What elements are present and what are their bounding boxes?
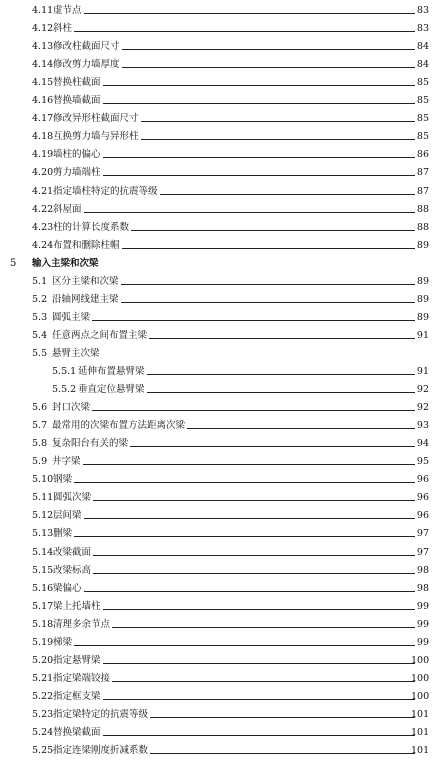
toc-entry-number: 5.12 [32,510,54,522]
toc-section-row[interactable] [0,146,437,164]
toc-entry-title: 改梁标高 [53,562,92,580]
toc-section-row[interactable] [0,183,437,201]
toc-entry-title: 最常用的次梁布置方法距离次梁 [52,417,186,435]
toc-page-number: 89 [416,239,429,251]
toc-entry-title: 区分主梁和次梁 [52,273,120,291]
toc-entry-title: 圆弧次梁 [53,489,92,507]
toc-leader-line [103,85,415,86]
toc-entry-number: 5.1 [32,275,48,287]
toc-section-row[interactable] [0,327,437,345]
toc-entry-title: 指定梁端铰接 [53,670,111,688]
toc-page-number: 87 [416,167,429,179]
toc-leader-line [84,212,415,213]
toc-entry-number: 5.3 [32,311,48,323]
toc-leader-line [121,284,415,285]
toc-entry-title: 改梁截面 [53,544,92,562]
toc-leader-line [74,482,415,483]
toc-chapter-row[interactable] [0,255,437,273]
toc-section-row[interactable] [0,598,437,616]
toc-leader-line [92,410,415,411]
toc-entry-number: 5.5.2 [52,384,77,396]
toc-leader-line [147,392,415,393]
toc-page-number: 84 [416,59,429,71]
toc-section-row[interactable] [0,742,437,760]
toc-entry-number: 4.23 [32,221,54,233]
toc-section-row[interactable] [0,544,437,562]
toc-entry-title: 复杂阳台有关的梁 [52,435,129,453]
toc-leader-line [147,374,415,375]
toc-entry-title: 斜屋面 [53,201,83,219]
toc-entry-title: 替换柱截面 [53,74,102,92]
toc-entry-title: 互换剪力墙与异形柱 [53,128,140,146]
toc-page-number: 96 [416,474,429,486]
toc-section-row[interactable] [0,20,437,38]
toc-page-number: 99 [416,618,429,630]
toc-leader-line [187,428,415,429]
toc-entry-title: 墙柱的偏心 [53,146,102,164]
toc-entry-title: 清理多余节点 [53,616,111,634]
toc-entry-number: 5.15 [32,564,54,576]
toc-leader-line [103,103,415,104]
toc-entry-number: 4.13 [32,41,54,53]
toc-page-number: 92 [416,402,429,414]
toc-page-number: 95 [416,456,429,468]
toc-page-number: 83 [416,5,429,16]
toc-leader-line [122,67,415,68]
toc-entry-number: 5.16 [32,582,54,594]
toc-page-number: 88 [416,221,429,233]
toc-entry-number: 4.21 [32,185,54,197]
toc-entry-title: 柱的计算长度系数 [53,219,130,237]
toc-page-number: 85 [416,77,429,89]
toc-section-row[interactable] [0,417,437,435]
toc-leader-line [103,157,415,158]
toc-entry-number: 4.17 [32,113,54,125]
toc-leader-line [103,175,415,176]
toc-entry-number: 5.5.1 [52,366,77,377]
toc-leader-line [141,139,415,140]
toc-entry-title: 替换梁截面 [53,724,102,742]
toc-section-row[interactable] [0,201,437,219]
toc-page-number: 84 [416,41,429,53]
toc-page-number: 89 [416,293,429,305]
toc-entry-title: 斜柱 [53,20,73,38]
toc-page-number: 91 [416,329,429,341]
toc-entry-title: 圆弧主梁 [52,309,91,327]
toc-leader-line [84,13,415,14]
toc-entry-title: 悬臂主次梁 [52,345,101,363]
toc-section-row[interactable] [0,399,437,417]
toc-page-number: 93 [416,420,429,432]
toc-entry-title: 虚节点 [53,2,83,20]
toc-page-number: 89 [416,311,429,323]
toc-entry-number: 4.18 [32,131,54,143]
toc-page-number: 87 [416,185,429,197]
toc-leader-line [103,609,415,610]
toc-entry-number: 5.22 [32,690,54,702]
toc-entry-title: 梯梁 [53,634,73,652]
toc-section-row[interactable] [0,38,437,56]
toc-page-number: 85 [416,95,429,107]
toc-leader-line [112,627,415,628]
toc-entry-title: 梁偏心 [53,580,83,598]
toc-entry-number: 5.20 [32,654,54,666]
toc-page-number: 83 [416,23,429,35]
toc-section-row[interactable] [0,164,437,182]
toc-entry-title: 钢梁 [53,471,73,489]
toc-leader-line [130,446,415,447]
toc-entry-title: 布置和删除柱帽 [53,237,121,255]
toc-leader-line [103,663,415,664]
toc-section-row[interactable] [0,92,437,110]
toc-entry-number: 5.18 [32,618,54,630]
toc-subsection-row[interactable] [0,363,437,381]
toc-page-number: 94 [416,438,429,450]
toc-entry-number: 4.16 [32,95,54,107]
toc-section-row[interactable] [0,688,437,706]
toc-section-row[interactable] [0,525,437,543]
toc-page-number: 98 [416,564,429,576]
toc-page-number: 101 [411,745,430,757]
toc-entry-number: 5.17 [32,600,54,612]
toc-page-number: 85 [416,113,429,125]
toc-entry-number: 4.11 [32,5,54,16]
toc-entry-number: 4.14 [32,59,54,71]
toc-entry-number: 5.11 [32,492,54,504]
toc-entry-number: 5.21 [32,672,54,684]
toc-leader-line [150,753,415,754]
toc-entry-number: 5.9 [32,456,48,468]
toc-page-number: 85 [416,131,429,143]
toc-section-row[interactable] [0,724,437,742]
toc-entry-number: 4.20 [32,167,54,179]
toc-page-number: 96 [416,510,429,522]
toc-page-number: 91 [416,366,429,377]
toc-leader-line [93,573,415,574]
toc-leader-line [84,518,415,519]
toc-section-row[interactable] [0,273,437,291]
toc-entry-number: 4.12 [32,23,54,35]
toc-leader-line [149,338,415,339]
toc-leader-line [160,194,415,195]
toc-page-number: 97 [416,528,429,540]
toc-leader-line [131,230,415,231]
toc-leader-line [141,121,415,122]
toc-entry-number: 5.2 [32,293,48,305]
toc-entry-title: 剪力墙端柱 [53,164,102,182]
toc-entry-title: 任意两点之间布置主梁 [52,327,148,345]
toc-entry-title: 替换墙截面 [53,92,102,110]
toc-entry-number: 5.25 [32,745,54,757]
toc-entry-title: 沿轴网线建主梁 [52,291,120,309]
toc-entry-title: 指定框支梁 [53,688,102,706]
toc-section-row[interactable] [0,616,437,634]
toc-page-number: 99 [416,600,429,612]
toc-entry-title: 修改剪力墙厚度 [53,56,121,74]
toc-page-number: 99 [416,636,429,648]
toc-entry-number: 4.15 [32,77,54,89]
toc-entry-number: 5.10 [32,474,54,486]
toc-page-number: 100 [411,672,430,684]
toc-section-row[interactable] [0,670,437,688]
toc-entry-number: 5.7 [32,420,48,432]
toc-section-row[interactable] [0,489,437,507]
toc-section-row[interactable] [0,309,437,327]
toc-leader-line [83,464,415,465]
toc-leader-line [93,555,415,556]
toc-section-row[interactable] [0,652,437,670]
toc-entry-number: 4.19 [32,149,54,161]
toc-page-number: 86 [416,149,429,161]
toc-entry-number: 5.4 [32,329,48,341]
toc-section-row[interactable] [0,74,437,92]
toc-entry-number: 5.8 [32,438,48,450]
toc-entry-title: 封口次梁 [52,399,91,417]
toc-entry-title: 梁上托墙柱 [53,598,102,616]
toc-entry-number: 5.24 [32,727,54,738]
toc-leader-line [74,536,415,537]
toc-page-number: 88 [416,203,429,215]
toc-entry-title: 层间梁 [53,507,83,525]
toc-page-number: 96 [416,492,429,504]
toc-leader-line [74,31,415,32]
toc-section-row[interactable] [0,580,437,598]
toc-section-row[interactable] [0,237,437,255]
toc-section-row[interactable] [0,706,437,724]
toc-page-number: 89 [416,275,429,287]
toc-page-number: 92 [416,384,429,396]
toc-entry-number: 5.5 [32,347,48,359]
toc-entry-number: 5.6 [32,402,48,414]
toc-entry-number: 5 [10,257,17,269]
toc-section-row[interactable] [0,562,437,580]
toc-entry-number: 4.24 [32,239,54,251]
toc-entry-title: 井字梁 [52,453,82,471]
toc-entry-title: 指定墙柱特定的抗震等级 [53,183,159,201]
toc-section-row[interactable] [0,507,437,525]
toc-section-row[interactable] [0,435,437,453]
toc-subsection-row[interactable] [0,381,437,399]
toc-leader-line [122,49,415,50]
toc-section-row[interactable] [0,291,437,309]
toc-page-number: 101 [411,727,430,738]
toc-page-number: 100 [411,654,430,666]
toc-section-row[interactable] [0,471,437,489]
toc-page-number: 98 [416,582,429,594]
toc-section-row[interactable] [0,345,437,363]
toc-leader-line [150,717,415,718]
toc-section-row[interactable] [0,453,437,471]
toc-section-row[interactable] [0,219,437,237]
toc-section-row[interactable] [0,56,437,74]
toc-entry-title: 指定连梁刚度折减系数 [53,742,149,760]
toc-section-row[interactable] [0,2,437,20]
toc-leader-line [93,500,415,501]
toc-entry-title: 输入主梁和次梁 [32,255,100,273]
toc-leader-line [122,248,415,249]
toc-leader-line [112,681,415,682]
toc-entry-title: 指定梁特定的抗震等级 [53,706,149,724]
toc-page-number: 100 [411,690,430,702]
toc-entry-title: 修改柱截面尺寸 [53,38,121,56]
toc-entry-number: 4.22 [32,203,54,215]
toc-entry-number: 5.13 [32,528,54,540]
toc-entry-title: 指定悬臂梁 [53,652,102,670]
toc-entry-number: 5.23 [32,708,54,720]
toc-entry-number: 5.19 [32,636,54,648]
toc-leader-line [84,591,415,592]
toc-leader-line [92,320,415,321]
toc-entry-title: 修改异形柱截面尺寸 [53,110,140,128]
toc-leader-line [74,645,415,646]
toc-leader-line [121,302,415,303]
toc-entry-title: 延伸布置悬臂梁 [78,363,146,381]
toc-entry-number: 5.14 [32,546,54,558]
toc-section-row[interactable] [0,128,437,146]
toc-entry-title: 垂直定位悬臂梁 [78,381,146,399]
toc-leader-line [103,699,415,700]
toc-section-row[interactable] [0,110,437,128]
toc-page-number: 97 [416,546,429,558]
toc-entry-title: 删梁 [53,525,73,543]
toc-leader-line [103,735,415,736]
toc-section-row[interactable] [0,634,437,652]
toc-page-number: 101 [411,708,430,720]
